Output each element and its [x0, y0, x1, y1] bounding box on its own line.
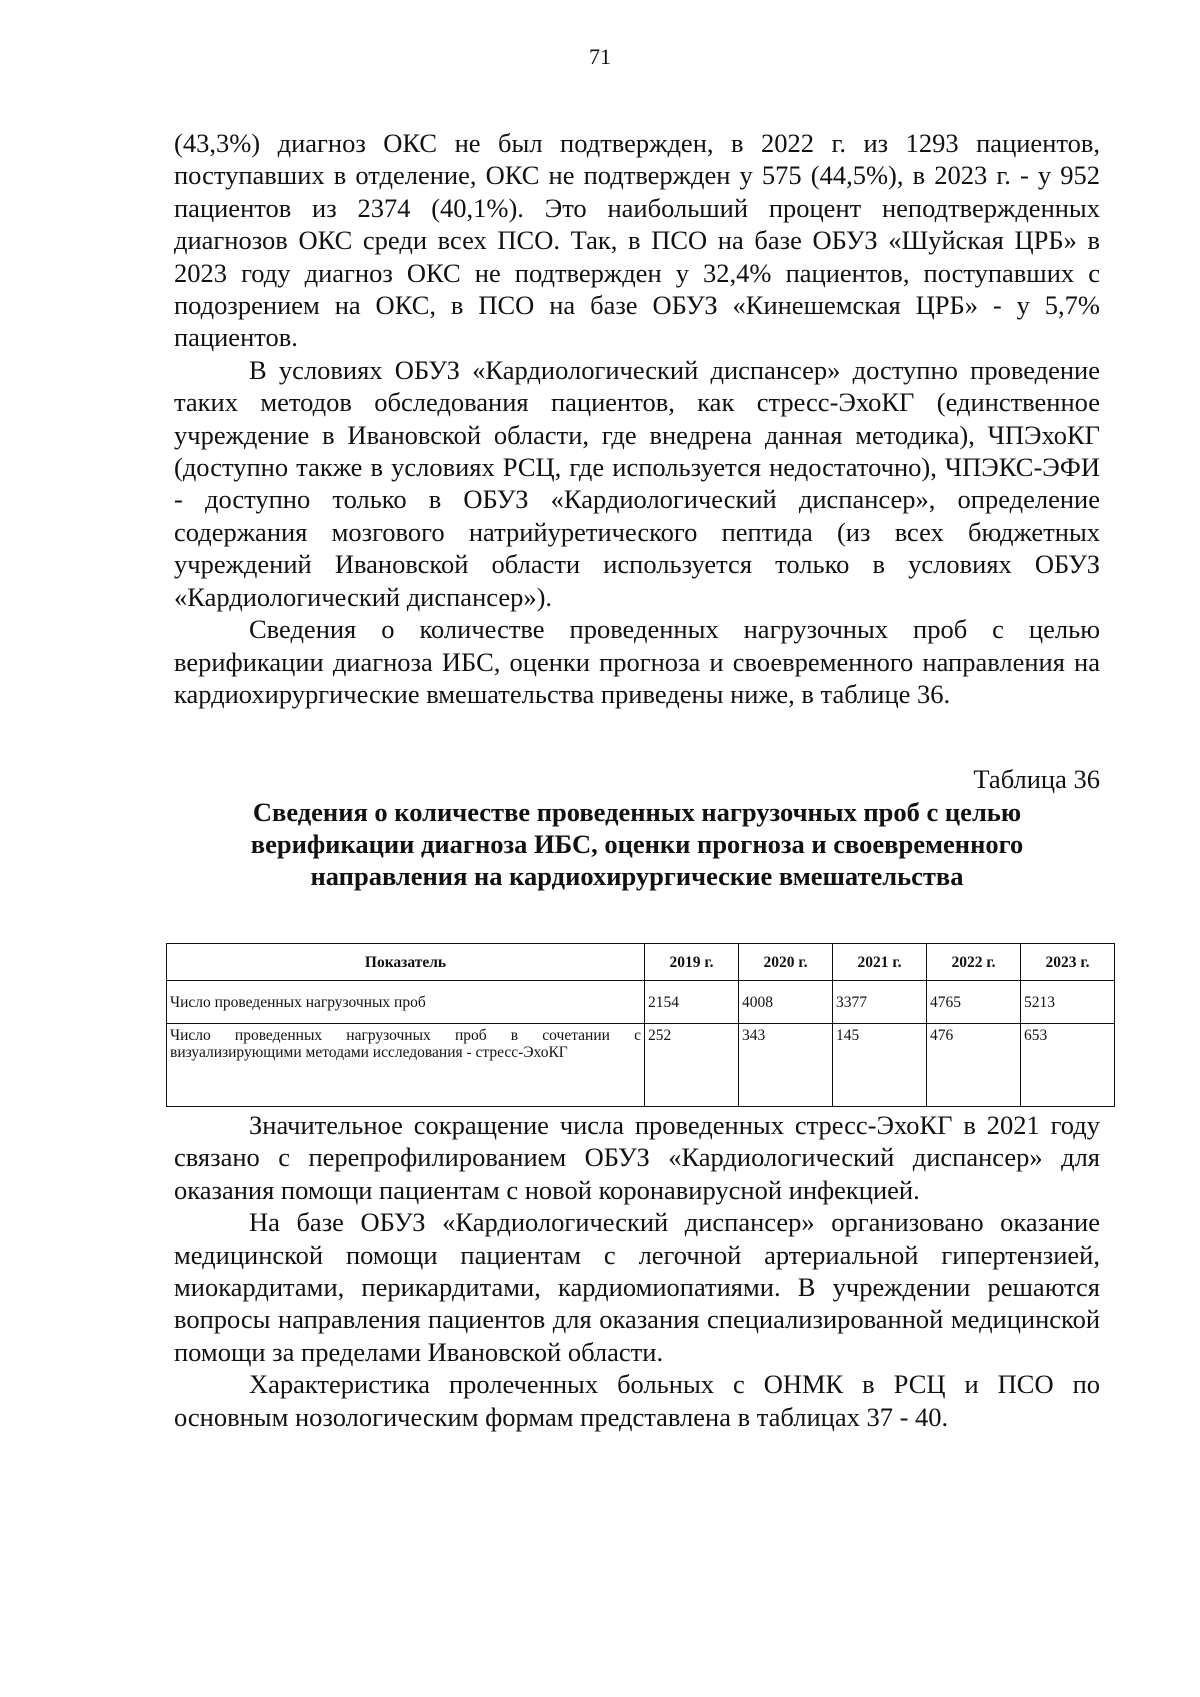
table-cell: 3377: [833, 981, 927, 1024]
table-title: Сведения о количестве проведенных нагрузочных проб с целью верификации диагноза ИБС, оценки прогноза и своевременного направления на кардиохирургические вмешательства: [250, 796, 1024, 891]
table-cell: 5213: [1021, 981, 1115, 1024]
row-label: Число проведенных нагрузочных проб: [167, 981, 645, 1024]
table-cell: 476: [927, 1024, 1021, 1107]
page-number: 71: [589, 44, 611, 69]
table-cell: 4008: [739, 981, 833, 1024]
table-cell: 2154: [645, 981, 739, 1024]
paragraph: Сведения о количестве проведенных нагрузочных проб с целью верификации диагноза ИБС, оценки прогноза и своевременного направления на кардиохирургические вмешательства приведены ниже, в таблице 36.: [174, 614, 1100, 709]
column-header: 2020 г.: [739, 944, 833, 981]
column-header: 2019 г.: [645, 944, 739, 981]
paragraph: Характеристика пролеченных больных с ОНМК в РСЦ и ПСО по основным нозологическим формам представлена в таблицах 37 - 40.: [174, 1369, 1100, 1432]
paragraph: На базе ОБУЗ «Кардиологический диспансер» организовано оказание медицинской помощи пациентам с легочной артериальной гипертензией, миокардитами, перикардитами, кардиомиопатиями. В учреждении решаются вопросы направления пациентов для оказания специализированной медицинской помощи за пределами Ивановской области.: [174, 1207, 1100, 1367]
table-cell: 4765: [927, 981, 1021, 1024]
column-header: 2021 г.: [833, 944, 927, 981]
paragraph: Значительное сокращение числа проведенных стресс-ЭхоКГ в 2021 году связано с перепрофилированием ОБУЗ «Кардиологический диспансер» для оказания помощи пациентам с новой коронавирусной инфекцией.: [174, 1110, 1100, 1205]
table-cell: 252: [645, 1024, 739, 1107]
body-text-top: [174, 127, 1100, 892]
data-table: [166, 943, 1115, 1107]
table-caption: Таблица 36: [973, 764, 1100, 795]
row-label: Число проведенных нагрузочных проб в сочетании с визуализирующими методами исследования - стресс-ЭхоКГ: [167, 1024, 645, 1107]
table-row: [167, 1024, 1115, 1107]
table-cell: 343: [739, 1024, 833, 1107]
paragraph: (43,3%) диагноз ОКС не был подтвержден, в 2022 г. из 1293 пациентов, поступавших в отделение, ОКС не подтвержден у 575 (44,5%), в 2023 г. - у 952 пациентов из 2374 (40,1%). Это наибольший процент неподтвержденных диагнозов ОКС среди всех ПСО. Так, в ПСО на базе ОБУЗ «Шуйская ЦРБ» в 2023 году диагноз ОКС не подтвержден у 32,4% пациентов, поступавших с подозрением на ОКС, в ПСО на базе ОБУЗ «Кинешемская ЦРБ» - у 5,7% пациентов.: [174, 128, 1100, 353]
column-header: 2022 г.: [927, 944, 1021, 981]
column-header: Показатель: [167, 944, 645, 981]
paragraph: В условиях ОБУЗ «Кардиологический диспансер» доступно проведение таких методов обследования пациентов, как стресс-ЭхоКГ (единственное учреждение в Ивановской области, где внедрена данная методика), ЧПЭхоКГ (доступно также в условиях РСЦ, где используется недостаточно), ЧПЭКС-ЭФИ - доступно только в ОБУЗ «Кардиологический диспансер», определение содержания мозгового натрийуретического пептида (из всех бюджетных учреждений Ивановской области используется только в условиях ОБУЗ «Кардиологический диспансер»).: [174, 354, 1100, 612]
table-cell: 653: [1021, 1024, 1115, 1107]
table-cell: 145: [833, 1024, 927, 1107]
column-header: 2023 г.: [1021, 944, 1115, 981]
table-header-row: [167, 944, 1115, 981]
body-text-bottom: [174, 1109, 1100, 1433]
table-row: [167, 981, 1115, 1024]
